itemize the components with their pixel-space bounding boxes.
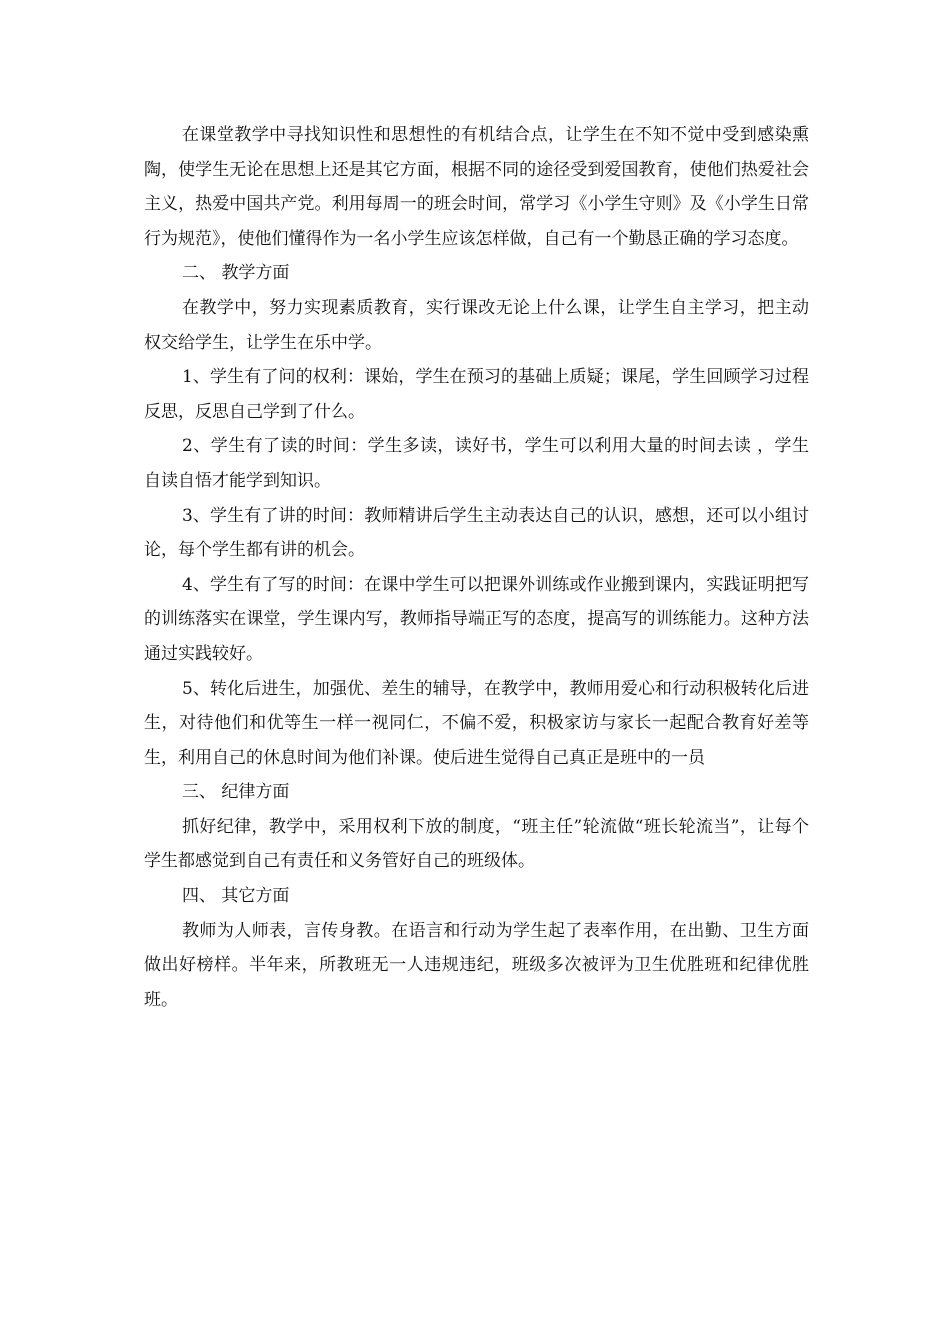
paragraph-item-5: 5、转化后进生，加强优、差生的辅导，在教学中，教师用爱心和行动积极转化后进生，对待他们和优等生一样一视同仁，不偏不爱，积极家访与家长一起配合教育好差等生，利用自己的休息时间为他们补课。使后进生觉得自己真正是班中的一员 [144,678,809,768]
section-heading-other: 四、 其它方面 [182,886,290,907]
paragraph-item-3: 3、学生有了讲的时间：教师精讲后学生主动表达自己的认识，感想，还可以小组讨论，每个学生都有讲的机会。 [144,505,809,561]
paragraph-discipline: 抓好纪律，教学中，采用权利下放的制度，“班主任”轮流做“班长轮流当”，让每个学生都感觉到自己有责任和义务管好自己的班级体。 [144,816,809,872]
section-heading-teaching: 二、 教学方面 [182,263,290,284]
paragraph-other: 教师为人师表，言传身教。在语言和行动为学生起了表率作用，在出勤、卫生方面做出好榜样。半年来，所教班无一人违规违纪，班级多次被评为卫生优胜班和纪律优胜班。 [144,920,809,1010]
document-body [144,118,809,1017]
paragraph-moral-education: 在课堂教学中寻找知识性和思想性的有机结合点，让学生在不知不觉中受到感染熏陶，使学生无论在思想上还是其它方面，根据不同的途径受到爱国教育，使他们热爱社会主义，热爱中国共产党。利用每周一的班会时间，常学习《小学生守则》及《小学生日常行为规范》，使他们懂得作为一名小学生应该怎样做，自己有一个勤恳正确的学习态度。 [144,125,809,249]
paragraph-item-4: 4、学生有了写的时间：在课中学生可以把课外训练或作业搬到课内，实践证明把写的训练落实在课堂，学生课内写，教师指导端正写的态度，提高写的训练能力。这种方法通过实践较好。 [144,574,809,664]
paragraph-item-2: 2、学生有了读的时间：学生多读，读好书，学生可以利用大量的时间去读 ，学生自读自悟才能学到知识。 [144,436,809,491]
paragraph-item-1: 1、学生有了问的权利：课始，学生在预习的基础上质疑；课尾，学生回顾学习过程反思，反思自己学到了什么。 [144,367,809,422]
paragraph-teaching-intro: 在教学中，努力实现素质教育，实行课改无论上什么课，让学生自主学习，把主动权交给学生，让学生在乐中学。 [144,297,809,353]
section-heading-discipline: 三、 纪律方面 [182,782,290,803]
